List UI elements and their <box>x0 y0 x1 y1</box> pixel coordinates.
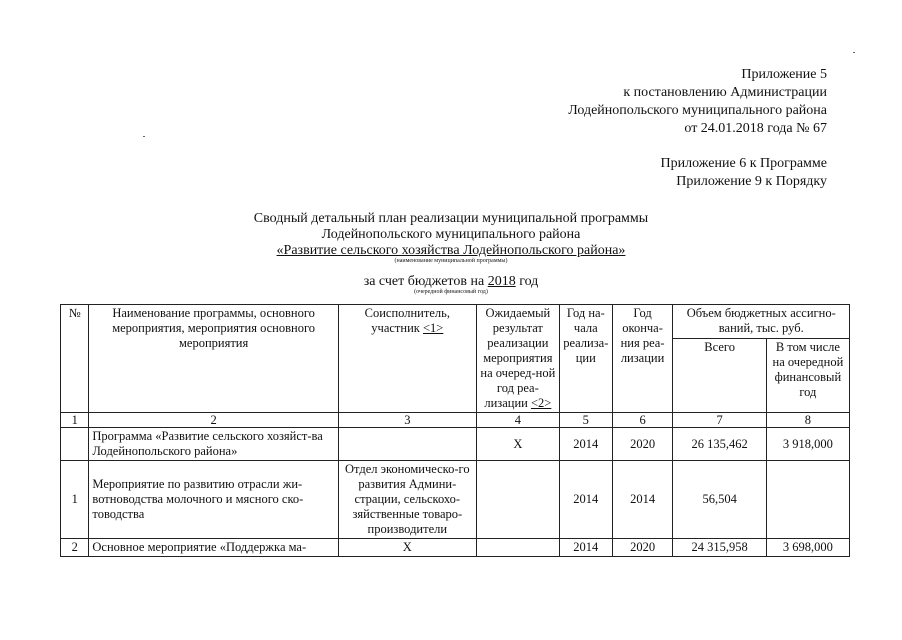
table-row <box>61 428 850 461</box>
header-executor-ref: <1> <box>422 321 444 335</box>
row-end: 2014 <box>612 461 673 539</box>
row-start: 2014 <box>559 428 612 461</box>
row-name: Мероприятие по развитию отрасли жи-вотноводства молочного и мясного ско-товодства <box>89 461 338 539</box>
row-num: 1 <box>61 461 89 539</box>
attachment2-line-2: Приложение 9 к Порядку <box>676 174 827 189</box>
header-executor-text: Соисполнитель, участник <box>364 306 450 335</box>
col-number: 2 <box>89 413 338 428</box>
row-executor: Отдел экономическо-го развития Админи-страции, сельскохо-зяйственные товаро-производители <box>338 461 476 539</box>
col-number: 5 <box>559 413 612 428</box>
row-name: Программа «Развитие сельского хозяйст-ва Лодейнопольского района» <box>89 428 338 461</box>
row-total: 24 315,958 <box>673 539 766 557</box>
table-row <box>61 539 850 557</box>
header-executor <box>338 305 476 413</box>
attachment-line-2: к постановлению Администрации <box>623 85 827 100</box>
row-total: 26 135,462 <box>673 428 766 461</box>
col-number: 4 <box>476 413 559 428</box>
row-num <box>61 428 89 461</box>
row-result <box>476 461 559 539</box>
row-next-year: 3 918,000 <box>766 428 849 461</box>
header-result-ref: <2> <box>530 396 552 410</box>
row-executor: Х <box>338 539 476 557</box>
col-number: 7 <box>673 413 766 428</box>
attachment2-line-1: Приложение 6 к Программе <box>660 156 827 171</box>
header-result-text: Ожидаемый результат реализации мероприятия на очеред-ной год реа-лизации <box>480 306 556 410</box>
col-number: 8 <box>766 413 849 428</box>
row-next-year: 3 698,000 <box>766 539 849 557</box>
header-budget: Объем бюджетных ассигно-ваний, тыс. руб. <box>673 305 850 339</box>
header-next-year: В том числе на очередной финансовый год <box>766 338 849 412</box>
budget-prefix: за счет бюджетов на <box>363 274 488 289</box>
column-number-row <box>61 413 850 428</box>
title-line-2: Лодейнопольского муниципального района <box>321 227 581 242</box>
budget-year: 2018 <box>487 274 516 289</box>
scan-speck <box>853 52 855 53</box>
attachment-line-3: Лодейнопольского муниципального района <box>568 103 827 118</box>
budget-line <box>0 273 902 290</box>
col-number: 3 <box>338 413 476 428</box>
col-number: 1 <box>61 413 89 428</box>
header-result <box>476 305 559 413</box>
header-end: Год оконча-ния реа-лизации <box>612 305 673 413</box>
row-start: 2014 <box>559 539 612 557</box>
row-total: 56,504 <box>673 461 766 539</box>
header-num: № <box>61 305 89 413</box>
budget-suffix: год <box>515 274 539 289</box>
row-result: Х <box>476 428 559 461</box>
header-total: Всего <box>673 338 766 412</box>
header-name: Наименование программы, основного мероприятия, мероприятия основного мероприятия <box>89 305 338 413</box>
attachment-line-4: от 24.01.2018 года № 67 <box>684 121 827 136</box>
row-num: 2 <box>61 539 89 557</box>
row-end: 2020 <box>612 428 673 461</box>
table-row <box>61 461 850 539</box>
title-note: (наименование муниципальной программы) <box>394 258 508 264</box>
col-number: 6 <box>612 413 673 428</box>
header-start: Год на-чала реализа-ции <box>559 305 612 413</box>
plan-table <box>60 304 850 557</box>
scan-speck <box>143 136 145 137</box>
row-name: Основное мероприятие «Поддержка ма- <box>89 539 338 557</box>
budget-note: (очередной финансовый год) <box>414 289 488 295</box>
attachment-line-1: Приложение 5 <box>741 67 827 82</box>
row-result <box>476 539 559 557</box>
row-next-year <box>766 461 849 539</box>
row-end: 2020 <box>612 539 673 557</box>
title-line-3: «Развитие сельского хозяйства Лодейнопольского района» <box>276 243 626 258</box>
row-executor <box>338 428 476 461</box>
header-row-1 <box>61 305 850 339</box>
title-line-1: Сводный детальный план реализации муниципальной программы <box>253 211 649 226</box>
row-start: 2014 <box>559 461 612 539</box>
